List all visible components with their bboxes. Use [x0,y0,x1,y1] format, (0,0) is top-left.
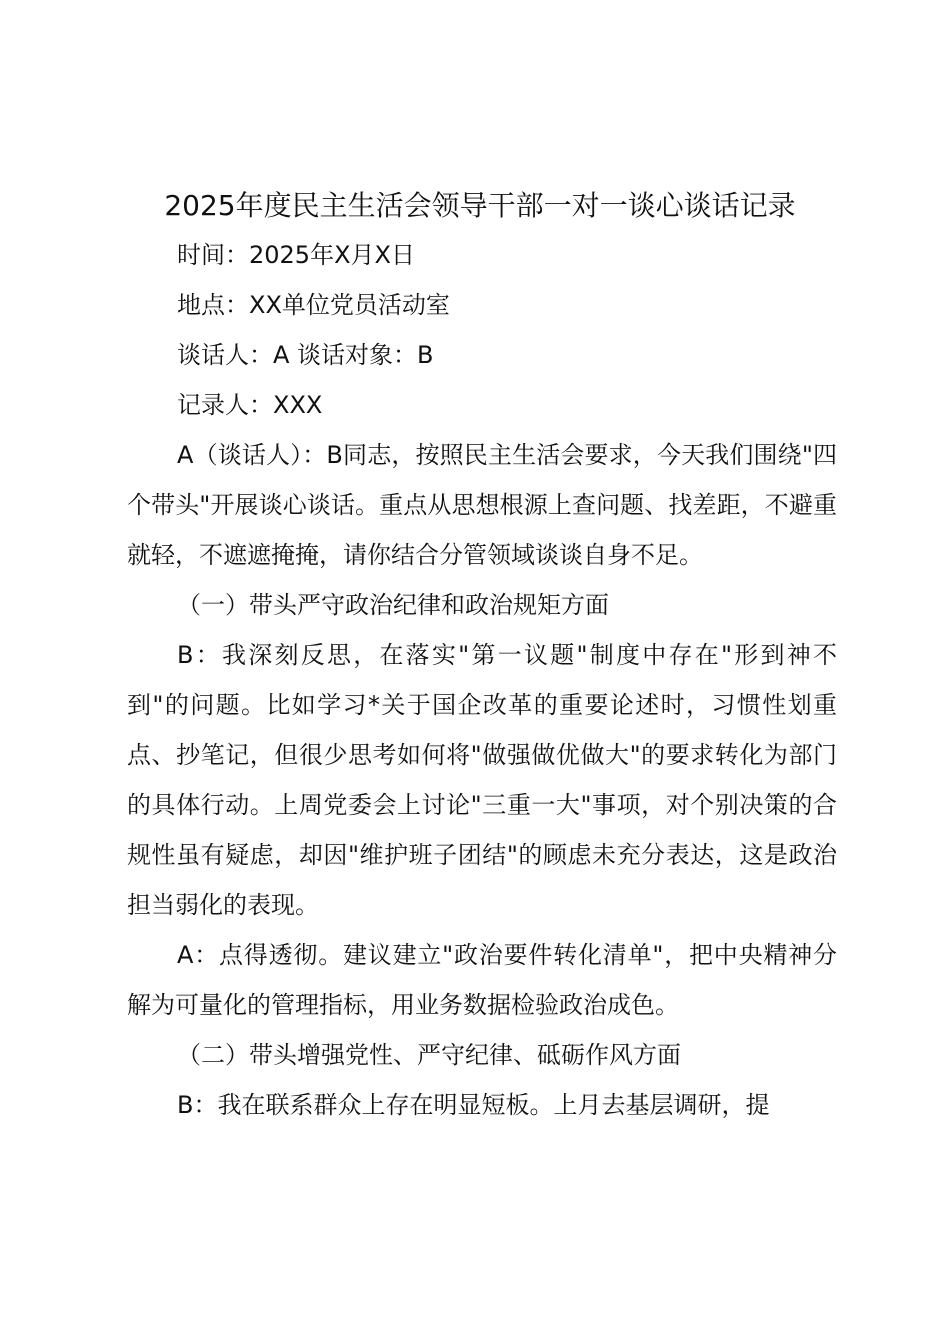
document-title: 2025年度民主生活会领导干部一对一谈心谈话记录 [164,189,796,222]
meta-place: 地点：XX单位党员活动室 [177,291,450,319]
paragraph-opening: A（谈话人）：B同志，按照民主生活会要求，今天我们围绕"四个带头"开展谈心谈话。重点从思想根源上查问题、找差距，不避重就轻，不遮遮掩掩，请你结合分管领域谈谈自身不足。 [127,441,837,569]
meta-participants: 谈话人：A 谈话对象：B [177,341,434,369]
meta-time: 时间：2025年X月X日 [177,241,415,269]
meta-recorder: 记录人：XXX [177,391,323,419]
section-heading-1: （一）带头严守政治纪律和政治规矩方面 [177,591,609,619]
paragraph-b-reflection: B：我深刻反思，在落实"第一议题"制度中存在"形到神不到"的问题。比如学习*关于国企改革的重要论述时，习惯性划重点、抄笔记，但很少思考如何将"做强做优做大"的要求转化为部门的具体行动。上周党委会上讨论"三重一大"事项，对个别决策的合规性虽有疑虑，却因"维护班子团结"的顾虑未充分表达，这是政治担当弱化的表现。 [127,641,837,919]
document-body [127,230,837,1130]
section-heading-2: （二）带头增强党性、严守纪律、砥砺作风方面 [177,1041,681,1069]
paragraph-b-shortcoming: B：我在联系群众上存在明显短板。上月去基层调研，提 [177,1091,770,1119]
paragraph-a-suggestion: A：点得透彻。建议建立"政治要件转化清单"，把中央精神分解为可量化的管理指标，用业务数据检验政治成色。 [127,941,837,1019]
